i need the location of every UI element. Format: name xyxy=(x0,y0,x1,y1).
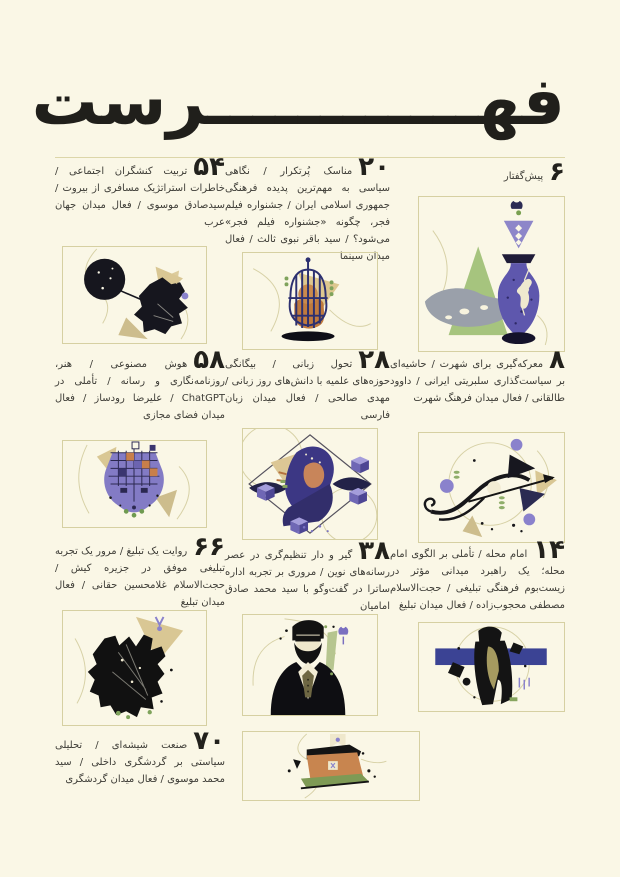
toc-entry-kish-tabligh xyxy=(55,532,225,611)
toc-entry-satra-regulation xyxy=(225,536,390,615)
entry-text: روایت یک تبلیغ / مرور یک تجربه تبلیغی موفق در جزیره کیش / حجت‌الاسلام غلامحسین حقانی / فعال میدان تبلیغ xyxy=(55,546,225,608)
page-number: ۵۸ xyxy=(193,345,225,375)
page-number: ۲۸ xyxy=(358,345,390,375)
dark-silhouette-illustration xyxy=(62,610,207,726)
toc-entry-beirut-memoir xyxy=(55,152,225,231)
toc-entry-ai-chatgpt xyxy=(55,345,225,424)
page-title: فهــــــــــــرست xyxy=(31,63,565,140)
page-number: ۳۸ xyxy=(358,536,390,566)
ink-swirl-celebrity-illustration xyxy=(418,432,565,543)
entry-text: پیش‌گفتار xyxy=(503,171,544,182)
entry-text: مناسک پُرتکرار / نگاهی سیاسی به مهم‌ترین پدیده فرهنگی جمهوری اسلامی ایران / جشنواره فیلم فجر، چگونه «جشنواره فیلم فجر» می‌شود؟ / سید باقر نبوی ثالث / فعال میدان سینما xyxy=(225,166,390,262)
toc-entry-language-change xyxy=(225,345,390,424)
entry-text: امام محله / تأملی بر الگوی امام محله؛ یک راهبرد میدانی مؤثر در زیست‌بوم فرهنگی تبلیغی / حجت‌الاسلام مصطفی محجوب‌زاده / فعال میدان تبلیغ xyxy=(390,549,565,611)
balloon-and-figure-illustration xyxy=(62,246,207,344)
toc-entry-imam-mahalleh xyxy=(390,535,565,614)
toc-entry-fajr-festival xyxy=(225,152,390,265)
cleric-with-banner-illustration xyxy=(418,622,565,712)
entry-text: تربیت کنشگران اجتماعی / خاطرات استراتژیک مسافری از بیروت / سیدصادق موسوی / فعال میدان جهان عرب xyxy=(55,166,225,228)
pixelated-face-illustration xyxy=(62,440,207,528)
page-number: ۶ xyxy=(549,157,565,187)
page-number: ۸ xyxy=(549,345,565,375)
page-number: ۷۰ xyxy=(193,726,225,756)
entry-text: معرکه‌گیری برای شهرت / حاشیه‌ای بر سیاست‌گذاری سلبریتی ایرانی / داوود طالقانی / فعال میدان فرهنگ شهرت xyxy=(390,359,565,404)
hooded-figure-with-cubes-illustration xyxy=(242,428,378,540)
entry-text: صنعت شیشه‌ای / تحلیلی سیاستی بر گردشگری داخلی / سید محمد موسوی / فعال میدان گردشگری xyxy=(55,740,225,785)
title-divider xyxy=(55,157,565,158)
page-number: ۲۰ xyxy=(358,152,390,182)
entry-text: تحول زبانی / بیگانگی حوزه‌های علمیه با دانش‌های روز زبانی / مهدی صالحی / فعال میدان زبان فارسی xyxy=(225,359,390,421)
glass-industry-box-illustration xyxy=(242,731,420,801)
toc-entry-domestic-tourism xyxy=(55,726,225,788)
toc-entry-preface xyxy=(390,157,565,187)
entry-text: گیر و دار تنظیم‌گری در عصر رسانه‌های نوین / مروری بر تجربه اداره ساترا در گفت‌وگو با سید محمد صادق امامیان xyxy=(225,550,390,612)
entry-text: هوش مصنوعی / هنر، روزنامه‌نگاری و رسانه / تأملی در ChatGPT / علیرضا رودساز / فعال میدان فضای مجازی xyxy=(55,359,225,421)
bearded-man-in-suit-illustration xyxy=(242,614,378,716)
page-number: ۵۴ xyxy=(193,152,225,182)
vase-and-bird-illustration xyxy=(418,196,565,352)
toc-entry-celebrity-policy xyxy=(390,345,565,407)
page-number: ۶۶ xyxy=(193,532,225,562)
page-number: ۱۴ xyxy=(533,535,565,565)
caged-figure-illustration xyxy=(242,252,378,350)
